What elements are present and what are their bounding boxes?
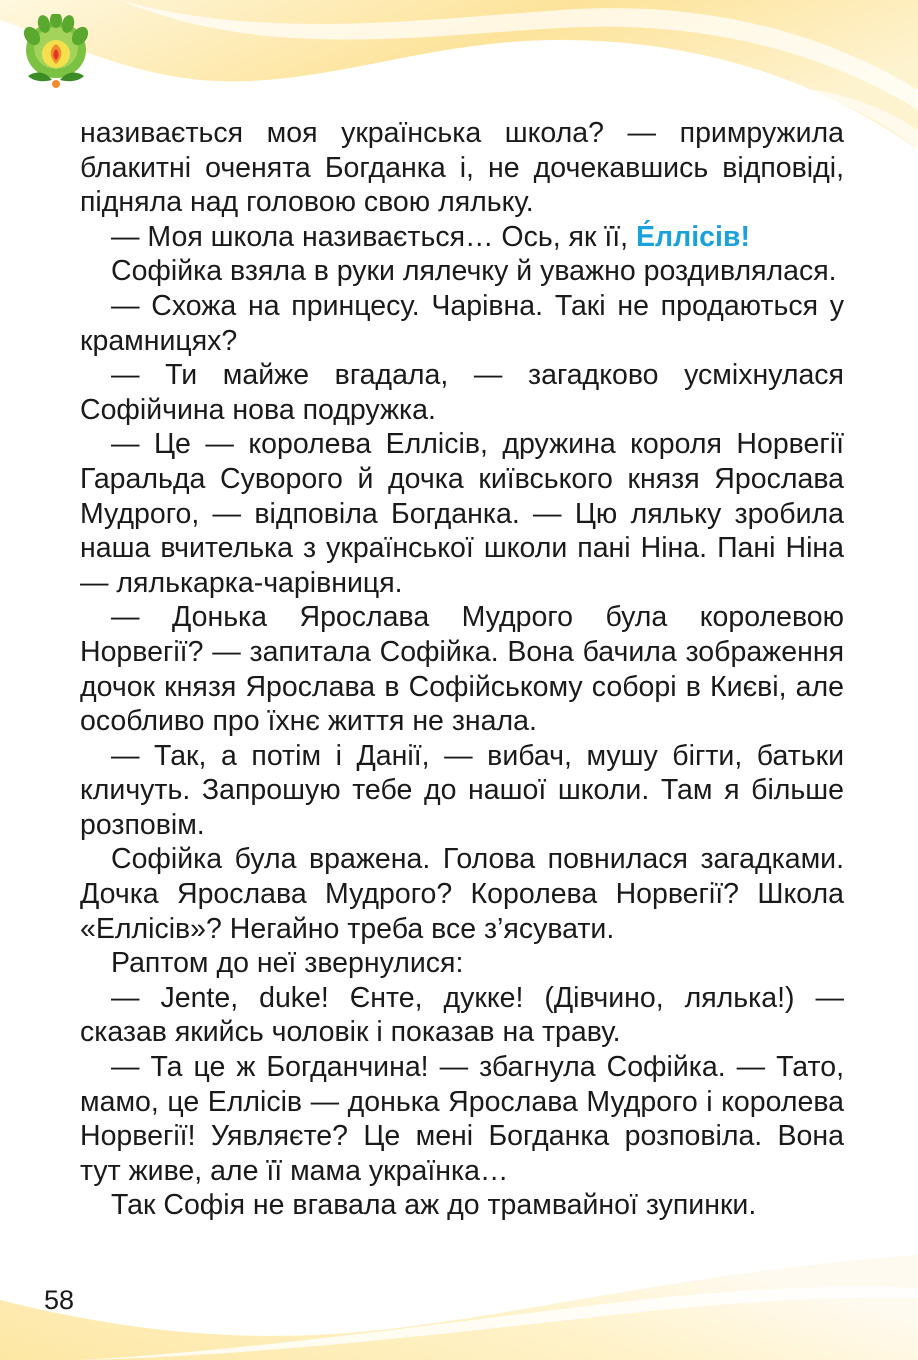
paragraph: — Схожа на принцесу. Чарівна. Такі не продаються у крамницях? bbox=[80, 289, 844, 357]
paragraph: — Та це ж Богданчина! — збагнула Софійка. — Тато, мамо, це Еллісів — донька Ярослава Мудрого і королева Норвегії! Уявляєте? Це мені Богданка розповіла. Вона тут живе, але її мама українка… bbox=[80, 1051, 844, 1187]
paragraph: називається моя українська школа? — примружила блакитні оченята Богданка і, не дочекавшись відповіді, підняла над головою свою ляльку. bbox=[80, 117, 844, 219]
paragraph: — Jente, duke! Єнте, дукке! (Дівчино, лялька!) — сказав якийсь чоловік і показав на траву. bbox=[80, 981, 844, 1049]
paragraph: — Так, а потім і Данії, — вибач, мушу бігти, батьки кличуть. Запрошую тебе до нашої школи. Там я більше розповім. bbox=[80, 739, 844, 841]
paragraph: — Донька Ярослава Мудрого була королевою Норвегії? — запитала Софійка. Вона бачила зображення дочок князя Ярослава в Софійському соборі в Києві, але особливо про їхнє життя не знала. bbox=[80, 601, 844, 738]
paragraph: — Це — королева Еллісів, дружина короля Норвегії Гаральда Суворого й дочка київського князя Ярослава Мудрого, — відповіла Богданка. — Цю ляльку зробила наша вчителька з української школи пані Ніна. Пані Ніна — лялькарка-чарівниця. bbox=[80, 428, 844, 599]
paragraph: Раптом до неї звернулися: bbox=[111, 947, 464, 980]
paragraph bbox=[80, 220, 844, 255]
paragraph: — Ти майже вгадала, — загадково усміхнулася Софійчина нова подружка. bbox=[80, 359, 844, 426]
paragraph: Софійка була вражена. Голова повнилася загадками. Дочка Ярослава Мудрого? Королева Норвегії? Школа «Еллісів»? Негайно треба все з’ясувати. bbox=[80, 843, 844, 945]
story-text bbox=[80, 116, 844, 1223]
paragraph-text: — Моя школа називається… Ось, як її, bbox=[111, 220, 637, 253]
paragraph: Так Софія не вгавала аж до трамвайної зупинки. bbox=[111, 1189, 757, 1222]
school-name-highlight: Е́ллісів! bbox=[636, 220, 750, 253]
page-number: 58 bbox=[44, 1285, 75, 1315]
paragraph: Софійка взяла в руки лялечку й уважно роздивлялася. bbox=[111, 255, 837, 288]
floral-ornament-icon bbox=[18, 14, 94, 94]
